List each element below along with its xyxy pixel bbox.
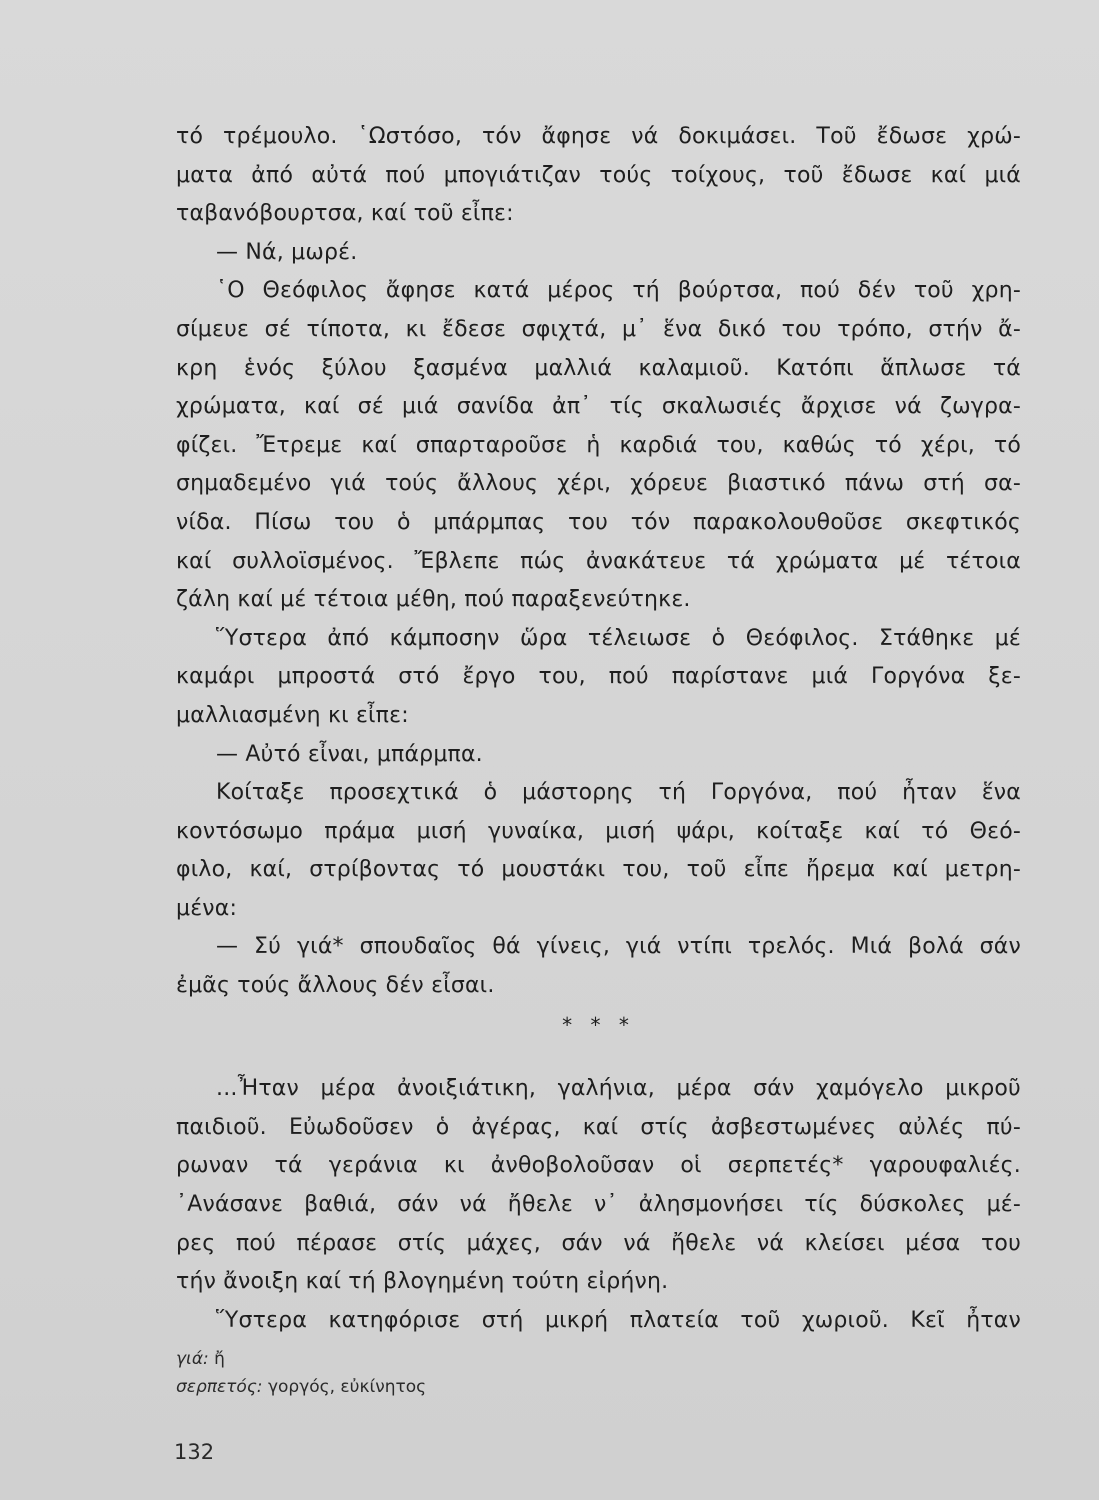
section-gap <box>176 1044 1021 1070</box>
text-line: τήν ἄνοιξη καί τή βλογημένη τούτη εἰρήνη. <box>176 1269 669 1295</box>
text-line: κοντόσωμο πράμα μισή γυναίκα, μισή ψάρι, κοίταξε καί τό Θεό- <box>176 818 1021 844</box>
text-line: ῾Ο Θεόφιλος ἄφησε κατά μέρος τή βούρτσα, πού δέν τοῦ χρη- <box>216 278 1021 304</box>
text-line: ματα ἀπό αὐτά πού μπογιάτιζαν τούς τοίχους, τοῦ ἔδωσε καί μιά <box>176 162 1021 188</box>
text-line: φίζει. Ἔτρεμε καί σπαρταροῦσε ἡ καρδιά του, καθώς τό χέρι, τό <box>176 432 1021 458</box>
text-line: καμάρι μπροστά στό ἔργο του, πού παρίστανε μιά Γοργόνα ξε- <box>176 664 1021 690</box>
text-line: σημαδεμένο γιά τούς ἄλλους χέρι, χόρευε βιαστικό πάνω στή σα- <box>176 471 1021 497</box>
footnote <box>176 1373 426 1401</box>
body-text <box>176 118 1021 1340</box>
footnote-definition: γοργός, εὐκίνητος <box>267 1377 427 1397</box>
text-line: κρη ἑνός ξύλου ξασμένα μαλλιά καλαμιοῦ. Κατόπι ἅπλωσε τά <box>176 355 1021 381</box>
page-number: 132 <box>174 1440 215 1464</box>
dialogue-line: — Αὐτό εἶναι, μπάρμπα. <box>216 741 483 767</box>
footnote-term: γιά: <box>176 1349 209 1369</box>
text-line: ταβανόβουρτσα, καί τοῦ εἶπε: <box>176 201 514 227</box>
dialogue-line: — Σύ γιά* σπουδαῖος θά γίνεις, γιά ντίπι τρελός. Μιά βολά σάν <box>216 934 1021 960</box>
text-line: φιλο, καί, στρίβοντας τό μουστάκι του, τοῦ εἶπε ἤρεμα καί μετρη- <box>176 857 1021 883</box>
text-line: μένα: <box>176 895 238 921</box>
text-line: Ὕστερα ἀπό κάμποσην ὥρα τέλειωσε ὁ Θεόφιλος. Στάθηκε μέ <box>216 625 1021 651</box>
footnote-definition: ἤ <box>214 1349 225 1369</box>
footnotes <box>176 1345 426 1401</box>
text-line: χρώματα, καί σέ μιά σανίδα ἀπ᾽ τίς σκαλωσιές ἄρχισε νά ζωγρα- <box>176 394 1021 420</box>
text-line: μαλλιασμένη κι εἶπε: <box>176 702 409 728</box>
footnote-term: σερπετός: <box>176 1377 263 1397</box>
text-line: παιδιοῦ. Εὐωδοῦσεν ὁ ἀγέρας, καί στίς ἀσβεστωμένες αὐλές πύ- <box>176 1114 1021 1140</box>
text-line: σίμευε σέ τίποτα, κι ἔδεσε σφιχτά, μ᾽ ἕνα δικό του τρόπο, στήν ἄ- <box>176 316 1021 342</box>
footnote <box>176 1345 426 1373</box>
text-line: καί συλλοϊσμένος. Ἔβλεπε πώς ἀνακάτευε τά χρώματα μέ τέτοια <box>176 548 1021 574</box>
text-line: νίδα. Πίσω του ὁ μπάρμπας του τόν παρακολουθοῦσε σκεφτικός <box>176 509 1021 535</box>
dialogue-line: — Νά, μωρέ. <box>216 239 358 265</box>
text-line: ...Ἦταν μέρα ἀνοιξιάτικη, γαλήνια, μέρα σάν χαμόγελο μικροῦ <box>216 1076 1021 1102</box>
text-line: ρες πού πέρασε στίς μάχες, σάν νά ἤθελε νά κλείσει μέσα του <box>176 1230 1021 1256</box>
text-line: ἐμᾶς τούς ἄλλους δέν εἶσαι. <box>176 973 495 999</box>
text-line: ρωναν τά γεράνια κι ἀνθοβολοῦσαν οἱ σερπετές* γαρουφαλιές. <box>176 1153 1021 1179</box>
text-line: Κοίταξε προσεχτικά ὁ μάστορης τή Γοργόνα, πού ἦταν ἕνα <box>216 780 1021 806</box>
text-line: ᾽Ανάσανε βαθιά, σάν νά ἤθελε ν᾽ ἀλησμονήσει τίς δύσκολες μέ- <box>176 1192 1021 1218</box>
text-line: τό τρέμουλο. ῾Ωστόσο, τόν ἄφησε νά δοκιμάσει. Τοῦ ἔδωσε χρώ- <box>176 124 1021 149</box>
section-separator: * * * <box>562 1012 635 1037</box>
text-line: ζάλη καί μέ τέτοια μέθη, πού παραξενεύτηκε. <box>176 587 691 613</box>
text-line: Ὕστερα κατηφόρισε στή μικρή πλατεία τοῦ χωριοῦ. Κεῖ ἦταν <box>216 1307 1021 1333</box>
